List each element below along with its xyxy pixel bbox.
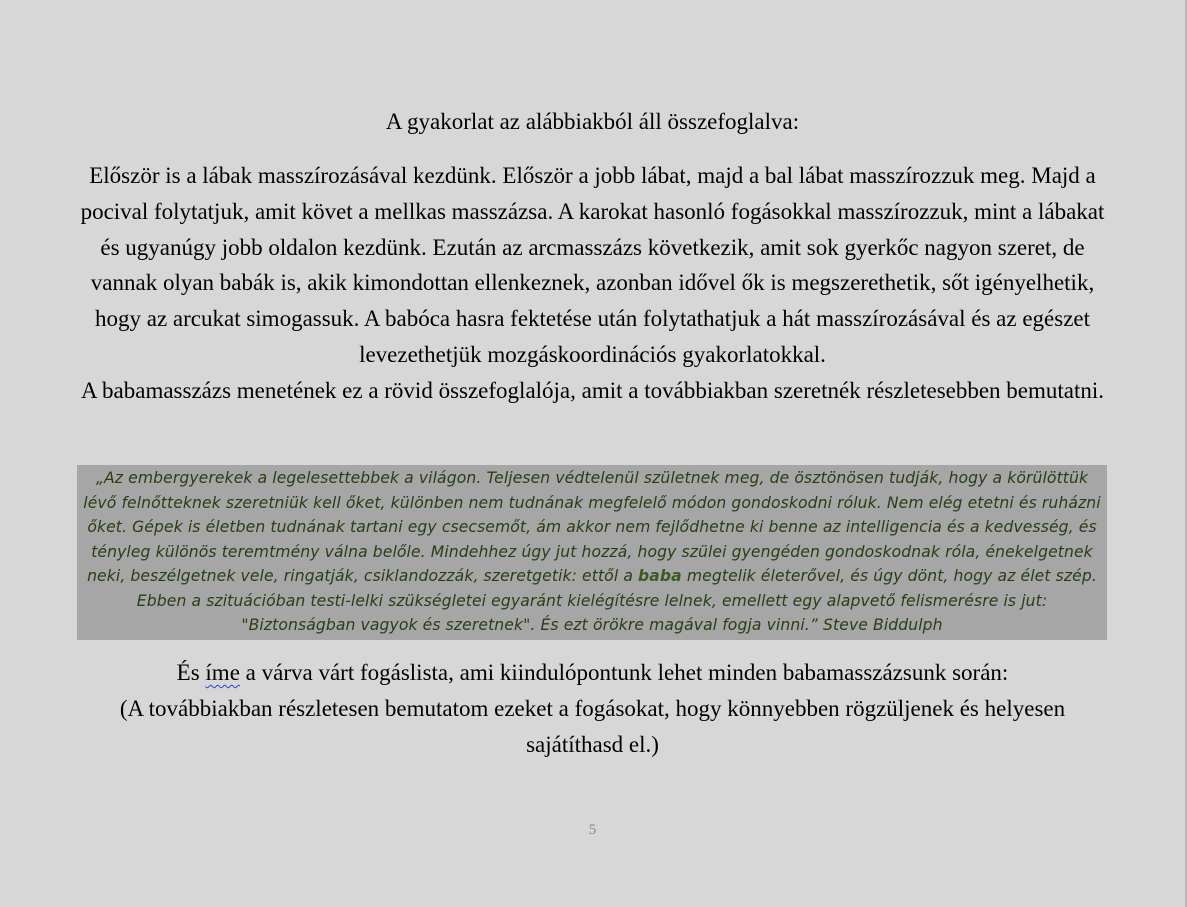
quote-text-part-1: „Az embergyerekek a legelesettebbek a világon. Teljesen védtelenül születnek meg, de ösztönösen tudják, hogy a körülöttük lévő felnőtteknek szeretniük kell őket, különben nem tudnának megfelelő módon gondoskodni róluk. Nem elég etetni és ruházni őket. Gépek is életben tudnának tartani egy csecsemőt, ám akkor nem fejlődhetne ki benne az intelligencia és a kedvesség, és tényleg különös teremtmény válna belőle. Mindehhez úgy jut hozzá, hogy szülei gyengéden gondoskodnak róla, énekelgetnek neki, beszélgetnek vele, ringatják, csiklandozzák, szeretgetik: ettől a	[83, 469, 1101, 585]
quote-bold-word: baba	[638, 567, 682, 585]
summary-paragraph: A babamasszázs menetének ez a rövid összefoglalója, amit a továbbiakban szeretnék részletesebben bemutatni.	[80, 377, 1105, 403]
main-paragraph: Először is a lábak masszírozásával kezdünk. Először a jobb lábat, majd a bal lábat masszírozzuk meg. Majd a pocival folytatjuk, amit követ a mellkas masszázsa. A karokat hasonló fogásokkal masszírozzuk, mint a lábakat és ugyanúgy jobb oldalon kezdünk. Ezután az arcmasszázs következik, amit sok gyerkőc nagyon szeret, de vannak olyan babák is, akik kimondottan ellenkeznek, azonban idővel ők is megszerethetik, sőt igényelhetik, hogy az arcukat simogassuk. A babóca hasra fektetése után folytathatjuk a hát masszírozásával és az egészet levezethetjük mozgáskoordinációs gyakorlatokkal.	[80, 163, 1105, 367]
closing-line-start: És	[176, 660, 206, 685]
closing-line-end: a várva várt fogáslista, ami kiindulópontunk lehet minden babamasszázsunk során:	[239, 660, 1009, 685]
quote-text-part-2: megtelik életerővel, és úgy dönt, hogy az élet szép. Ebben a szituációban testi-lelki szükségletei egyaránt kielégítésre lelnek, emellett egy alapvető felismerésre is jut: "Biztonságban vagyok és szeretnek". És ezt örökre magával fogja vinni.” Steve Biddulph	[136, 567, 1097, 634]
closing-text-block	[70, 655, 1115, 763]
intro-heading: A gyakorlat az alábbiakból áll összefoglalva:	[385, 109, 800, 134]
quote-text	[81, 465, 1103, 638]
main-text-block	[70, 158, 1115, 409]
quote-block	[77, 465, 1107, 640]
misspelled-word[interactable]: íme	[205, 660, 240, 685]
closing-line	[70, 655, 1115, 691]
closing-paragraph: (A továbbiakban részletesen bemutatom ezeket a fogásokat, hogy könnyebben rögzüljenek és helyesen sajátíthasd el.)	[119, 696, 1066, 757]
page-number: 5	[588, 822, 597, 838]
